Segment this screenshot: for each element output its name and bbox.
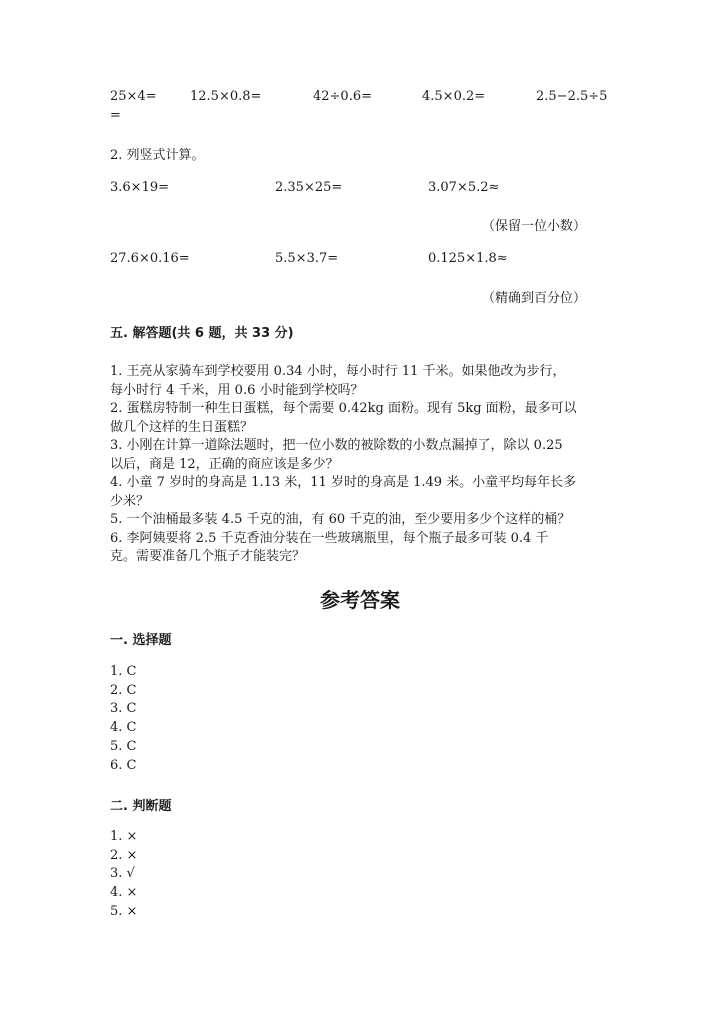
problem-line: 2. 蛋糕房特制一种生日蛋糕，每个需要 0.42kg 面粉。现有 5kg 面粉，最多可以	[110, 401, 577, 416]
answer-section-heading: 一. 选择题	[110, 633, 172, 648]
mental-calc-wrap: =	[110, 108, 121, 123]
vertical-calc-item: 0.125×1.8≈	[428, 251, 508, 266]
vertical-calc-item: 3.07×5.2≈	[428, 180, 500, 195]
answer-item: 4. ×	[110, 885, 138, 900]
answer-item: 1. C	[110, 664, 137, 679]
problem-line: 每小时行 4 千米，用 0.6 小时能到学校吗？	[110, 383, 364, 398]
answer-section-heading: 二. 判断题	[110, 799, 172, 814]
answer-key-title: 参考答案	[320, 588, 400, 612]
vertical-calc-note-2: （精确到百分位）	[482, 291, 587, 306]
mental-calc-item: 25×4=	[110, 89, 157, 104]
answer-item: 6. C	[110, 758, 137, 773]
answer-item: 4. C	[110, 720, 137, 735]
section-heading: 五. 解答题(共 6 题，共 33 分)	[110, 326, 294, 341]
answer-item: 1. ×	[110, 829, 138, 844]
vertical-calc-item: 5.5×3.7=	[275, 251, 339, 266]
problem-line: 克。需要准备几个瓶子才能装完？	[110, 549, 306, 564]
answer-item: 3. √	[110, 866, 135, 881]
mental-calc-item: 2.5−2.5÷5	[536, 89, 608, 104]
answer-item: 5. ×	[110, 904, 138, 919]
vertical-calc-item: 2.35×25=	[275, 180, 343, 195]
problem-line: 少米？	[110, 494, 150, 509]
problem-line: 以后，商是 12，正确的商应该是多少？	[110, 457, 339, 472]
vertical-calc-heading: 2. 列竖式计算。	[110, 148, 205, 163]
vertical-calc-item: 27.6×0.16=	[110, 251, 190, 266]
problem-line: 6. 李阿姨要将 2.5 千克香油分装在一些玻璃瓶里，每个瓶子最多可装 0.4 千	[110, 531, 549, 546]
problem-line: 做几个这样的生日蛋糕？	[110, 420, 254, 435]
problem-line: 5. 一个油桶最多装 4.5 千克的油，有 60 千克的油，至少要用多少个这样的桶？	[110, 512, 571, 527]
answer-item: 2. C	[110, 683, 137, 698]
problem-line: 3. 小刚在计算一道除法题时，把一位小数的被除数的小数点漏掉了，除以 0.25	[110, 438, 563, 453]
answer-item: 2. ×	[110, 848, 138, 863]
mental-calc-item: 12.5×0.8=	[190, 89, 262, 104]
mental-calc-item: 42÷0.6=	[313, 89, 373, 104]
answer-item: 5. C	[110, 739, 137, 754]
problem-line: 1. 王亮从家骑车到学校要用 0.34 小时，每小时行 11 千米。如果他改为步行，	[110, 364, 566, 379]
problem-line: 4. 小童 7 岁时的身高是 1.13 米，11 岁时的身高是 1.49 米。小童平均每年长多	[110, 475, 577, 490]
answer-item: 3. C	[110, 701, 137, 716]
mental-calc-item: 4.5×0.2=	[422, 89, 486, 104]
vertical-calc-item: 3.6×19=	[110, 180, 170, 195]
vertical-calc-note-1: （保留一位小数）	[482, 219, 587, 234]
